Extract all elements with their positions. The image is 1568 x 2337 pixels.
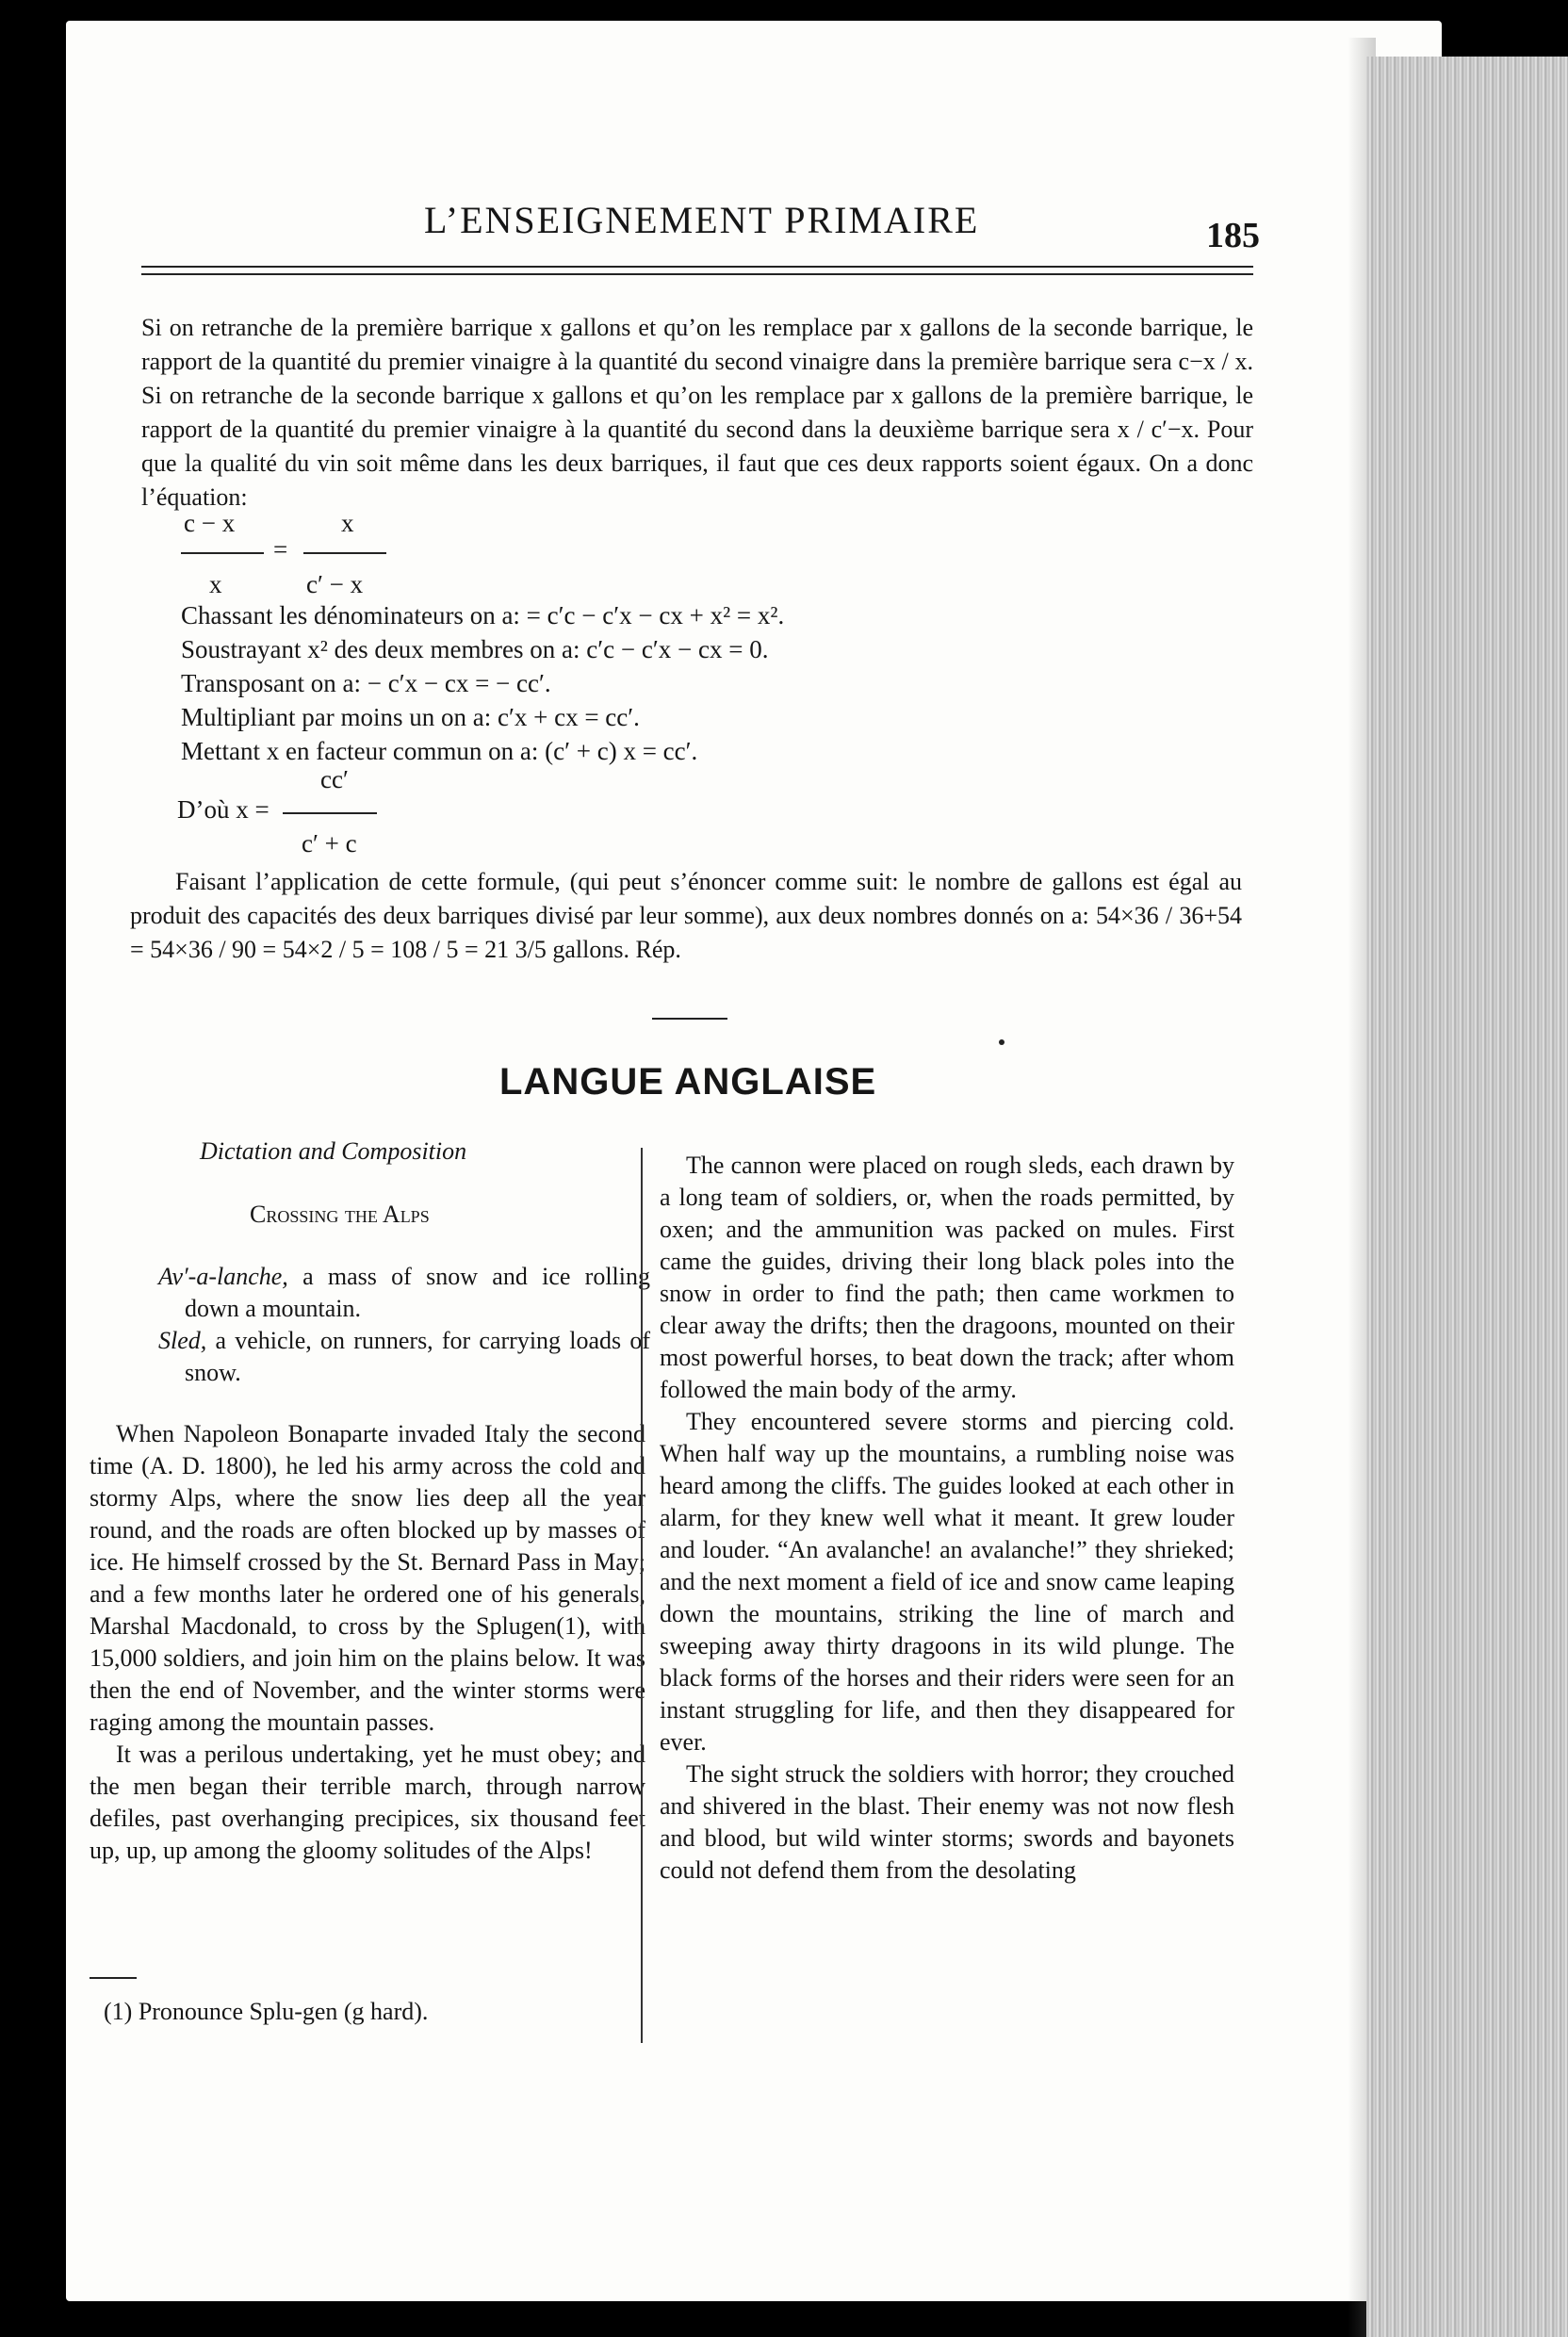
- glossary-term-avalanche: Av′-a-lanche,: [158, 1263, 288, 1290]
- right-paragraph-1: The cannon were placed on rough sleds, each drawn by a long team of soldiers, or, when the roads permitted, by oxen; and the ammunition was packed on mules. First came the guides, driving their long black poles into the snow in order to find the path; then came workmen to clear away the drifts; then the dragoons, mounted on their most powerful horses, to beat down the track; after whom followed the main body of the army.: [660, 1152, 1234, 1403]
- footnote: (1) Pronounce Splu-gen (g hard).: [104, 1998, 429, 2025]
- math-step-4: Multipliant par moins un on a: c′x + cx = cc′.: [181, 703, 640, 731]
- page-number: 185: [1206, 216, 1260, 255]
- glossary-term-sled: Sled,: [158, 1327, 207, 1354]
- result-numerator: cc′: [320, 765, 349, 793]
- application-paragraph: Faisant l’application de cette formule, (qui peut s’énoncer comme suit: le nombre de gallons est égal au produit des capacités des deux barriques divisé par leur somme), aux deux nombres donnés on a: 54×36 / 36+54 = 54×36 / 90 = 54×2 / 5 = 108 / 5 = 21 3/5 gallons. Rép.: [130, 868, 1242, 963]
- right-paragraph-2: They encountered severe storms and piercing cold. When half way up the mountains, a rumbling noise was heard among the cliffs. The guides looked at each other in alarm, for they knew well what it meant. It grew louder and louder. “An avalanche! an avalanche!” they shrieked; and the next moment a field of ice and snow came leaping down the mountains, striking the line of march and sweeping away thirty dragoons in its wild plunge. The black forms of the horses and their riders were seen for an instant struggling for life, and then they disappeared for ever.: [660, 1408, 1234, 1756]
- section-separator-dash: [652, 1018, 727, 1020]
- glossary-def-sled: a vehicle, on runners, for carrying loads of snow.: [185, 1327, 650, 1386]
- book-page-edges: [1366, 57, 1568, 2337]
- equation-right-numerator: x: [341, 509, 354, 537]
- equation-left-denominator: x: [209, 570, 222, 598]
- left-column-subtitle: Dictation and Composition: [200, 1137, 467, 1165]
- equation-left-numerator: c − x: [184, 509, 236, 537]
- ink-speck: [999, 1039, 1004, 1045]
- header-rule-bottom: [141, 273, 1253, 275]
- footnote-rule: [90, 1977, 137, 1979]
- left-paragraph-2: It was a perilous undertaking, yet he must obey; and the men began their terrible march, through narrow defiles, past overhanging precipices, six thousand feet up, up, up among the gloomy solitudes of the Alps!: [90, 1740, 645, 1864]
- math-step-1: Chassant les dénominateurs on a: = c′c − c′x − cx + x² = x².: [181, 601, 785, 629]
- right-paragraph-3: The sight struck the soldiers with horror; they crouched and shivered in the blast. Their enemy was not now flesh and blood, but wild winter storms; swords and bayonets could not defend them from the desolating: [660, 1760, 1234, 1884]
- left-paragraph-1: When Napoleon Bonaparte invaded Italy the second time (A. D. 1800), he led his army across the cold and stormy Alps, where the snow lies deep all the year round, and the roads are often blocked up by masses of ice. He himself crossed by the St. Bernard Pass in May; and a few months later he ordered one of his generals, Marshal Macdonald, to cross by the Splugen(1), with 15,000 soldiers, and join him on the plains below. It was then the end of November, and the winter storms were raging among the mountain passes.: [90, 1420, 645, 1736]
- story-title: Crossing the Alps: [250, 1201, 430, 1228]
- equation-right-denominator: c′ − x: [306, 570, 364, 598]
- glossary-def-avalanche: a mass of snow and ice rolling down a mountain.: [185, 1263, 650, 1322]
- result-denominator: c′ + c: [302, 829, 357, 858]
- column-divider: [641, 1148, 643, 2043]
- glossary-entry-sled: [158, 1325, 650, 1389]
- result-fraction-bar: [283, 812, 377, 814]
- equation-right-fraction-bar: [303, 552, 386, 554]
- right-column-body: [660, 1150, 1234, 1887]
- math-step-3: Transposant on a: − c′x − cx = − cc′.: [181, 669, 551, 697]
- math-intro-paragraph: Si on retranche de la première barrique x gallons et qu’on les remplace par x gallons de la seconde barrique, le rapport de la quantité du premier vinaigre à la quantité du second vinaigre dans la première barrique sera c−x / x. Si on retranche de la seconde barrique x gallons et qu’on les remplace par x gallons de la première barrique, le rapport de la quantité du premier vinaigre à la quantité du second dans la deuxième barrique sera x / c′−x. Pour que la qualité du vin soit même dans les deux barriques, il faut que ces deux rapports soient égaux. On a donc l’équation:: [141, 314, 1253, 511]
- math-step-2: Soustrayant x² des deux membres on a: c′c − c′x − cx = 0.: [181, 635, 769, 663]
- left-column-body: [90, 1418, 645, 1867]
- math-step-5: Mettant x en facteur commun on a: (c′ + c) x = cc′.: [181, 737, 698, 765]
- running-header: L’ENSEIGNEMENT PRIMAIRE: [424, 199, 980, 241]
- glossary: [132, 1261, 650, 1389]
- equation-left-fraction-bar: [181, 552, 264, 554]
- result-label: D’où x =: [177, 795, 270, 824]
- section-title: LANGUE ANGLAISE: [499, 1061, 877, 1103]
- glossary-entry-avalanche: [158, 1261, 650, 1325]
- equation-equals-sign: =: [273, 535, 288, 564]
- header-rule-top: [141, 266, 1253, 268]
